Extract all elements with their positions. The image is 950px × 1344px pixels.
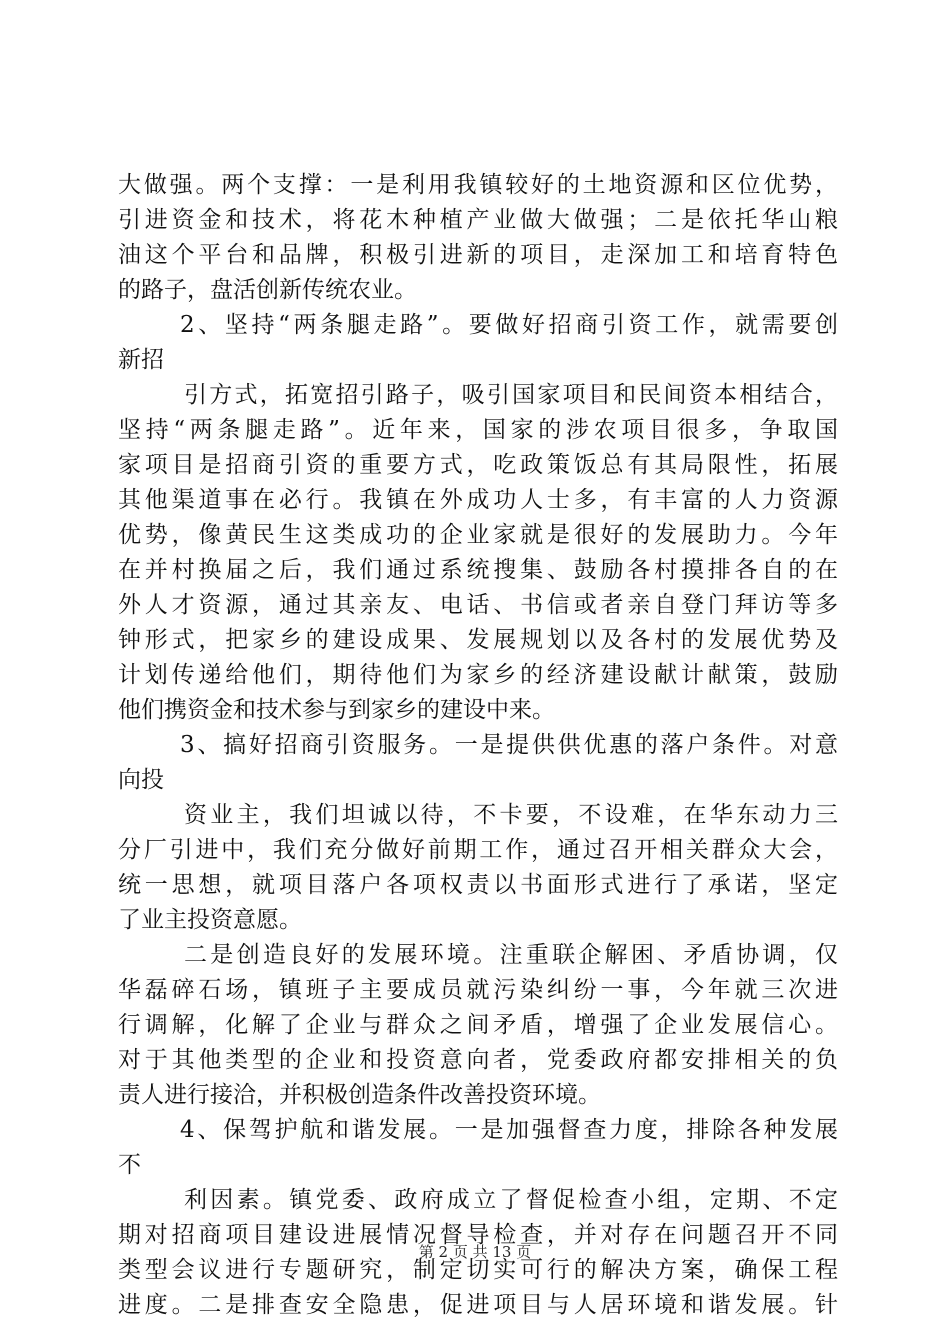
text-line: 3、搞好招商引资服务。一是提供供优惠的落户条件。对意	[180, 732, 838, 758]
text-line: 优势，像黄民生这类成功的企业家就是很好的发展助力。今年	[118, 522, 838, 548]
text-line: 其他渠道事在必行。我镇在外成功人士多，有丰富的人力资源	[118, 487, 838, 513]
text-line: 华磊碎石场，镇班子主要成员就污染纠纷一事，今年就三次进	[118, 977, 838, 1003]
text-line: 油这个平台和品牌，积极引进新的项目，走深加工和培育特色	[118, 242, 838, 268]
text-line: 不	[118, 1152, 141, 1178]
text-line: 期对招商项目建设进展情况督导检查，并对存在问题召开不同	[118, 1222, 838, 1248]
text-line: 的路子，盘活创新传统农业。	[118, 277, 417, 303]
page-number-footer: 第 2 页 共 13 页	[418, 1243, 532, 1261]
text-line: 引方式，拓宽招引路子，吸引国家项目和民间资本相结合，	[184, 382, 838, 408]
text-line: 在并村换届之后，我们通过系统搜集、鼓励各村摸排各自的在	[118, 557, 838, 583]
text-line: 钟形式，把家乡的建设成果、发展规划以及各村的发展优势及	[118, 627, 838, 653]
text-line: 引进资金和技术，将花木种植产业做大做强；二是依托华山粮	[118, 207, 838, 233]
text-line: 4、保驾护航和谐发展。一是加强督查力度，排除各种发展	[180, 1117, 838, 1143]
text-line: 大做强。两个支撑：一是利用我镇较好的土地资源和区位优势，	[118, 172, 838, 198]
text-line: 计划传递给他们，期待他们为家乡的经济建设献计献策，鼓励	[118, 662, 838, 688]
text-line: 了业主投资意愿。	[118, 907, 302, 933]
text-line: 利因素。镇党委、政府成立了督促检查小组，定期、不定	[184, 1187, 838, 1213]
text-line: 外人才资源，通过其亲友、电话、书信或者亲自登门拜访等多	[118, 592, 838, 618]
text-line: 家项目是招商引资的重要方式，吃政策饭总有其局限性，拓展	[118, 452, 838, 478]
text-line: 统一思想，就项目落户各项权责以书面形式进行了承诺，坚定	[118, 872, 838, 898]
text-line: 坚持“两条腿走路”。近年来，国家的涉农项目很多，争取国	[118, 417, 838, 443]
text-line: 他们携资金和技术参与到家乡的建设中来。	[118, 697, 555, 723]
text-line: 向投	[118, 767, 164, 793]
text-line: 2、坚持“两条腿走路”。要做好招商引资工作，就需要创	[180, 312, 838, 338]
text-line: 进度。二是排查安全隐患，促进项目与人居环境和谐发展。针	[118, 1292, 838, 1318]
text-line: 分厂引进中，我们充分做好前期工作，通过召开相关群众大会，	[118, 837, 838, 863]
text-line: 对于其他类型的企业和投资意向者，党委政府都安排相关的负	[118, 1047, 838, 1073]
text-line: 新招	[118, 347, 164, 373]
document-body	[118, 168, 838, 1323]
text-line: 责人进行接洽，并积极创造条件改善投资环境。	[118, 1082, 601, 1108]
text-line: 资业主，我们坦诚以待，不卡要，不设难，在华东动力三	[184, 802, 838, 828]
text-line: 行调解，化解了企业与群众之间矛盾，增强了企业发展信心。	[118, 1012, 838, 1038]
text-line: 类型会议进行专题研究，制定切实可行的解决方案，确保工程	[118, 1257, 838, 1283]
text-line: 二是创造良好的发展环境。注重联企解困、矛盾协调，仅	[184, 942, 838, 968]
